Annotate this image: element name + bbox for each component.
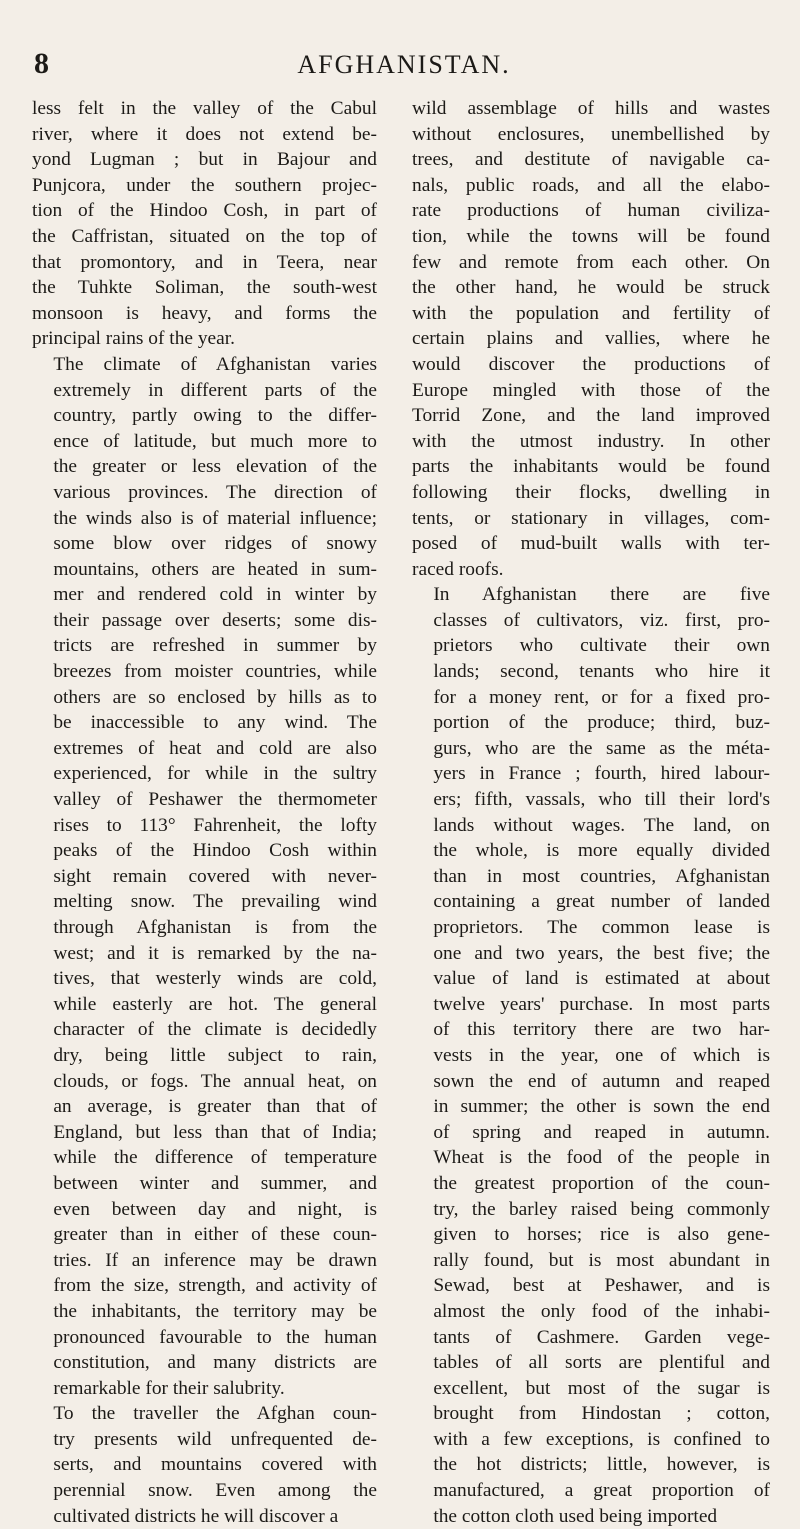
text-line: Europe mingled with those of the xyxy=(412,379,770,401)
text-line: tents, or stationary in villages, com- xyxy=(412,507,770,529)
text-line: dry, being little subject to rain, xyxy=(53,1044,377,1066)
text-line: tants of Cashmere. Garden vege- xyxy=(433,1326,770,1348)
text-line: less felt in the valley of the Cabul xyxy=(32,98,377,119)
text-line: portion of the produce; third, buz- xyxy=(433,712,770,734)
text-line: raced roofs. xyxy=(412,558,504,580)
text-line: valley of Peshawer the thermometer xyxy=(53,789,377,811)
text-line: with a few exceptions, is confined to xyxy=(433,1428,770,1450)
text-line: serts, and mountains covered with xyxy=(53,1454,377,1476)
text-line: Punjcora, under the southern projec- xyxy=(32,174,377,196)
text-line: even between day and night, is xyxy=(53,1198,377,1220)
text-line: try, the barley raised being commonly xyxy=(433,1198,770,1220)
text-line: the greater or less elevation of the xyxy=(53,456,377,478)
text-line: the Caffristan, situated on the top of xyxy=(32,225,377,247)
text-line: lands without wages. The land, on xyxy=(433,814,770,836)
text-line: rate productions of human civiliza- xyxy=(412,200,770,222)
text-line: ence of latitude, but much more to xyxy=(53,430,377,452)
text-line: proprietors. The common lease is xyxy=(433,917,770,938)
text-line: remarkable for their salubrity. xyxy=(53,1377,285,1399)
text-line: pronounced favourable to the human xyxy=(53,1326,377,1348)
text-line: various provinces. The direction of xyxy=(53,481,377,503)
text-line: the other hand, he would be struck xyxy=(412,277,770,299)
text-line: classes of cultivators, viz. first, pro- xyxy=(433,609,770,631)
text-line: country, partly owing to the differ- xyxy=(53,405,377,427)
text-line: an average, is greater than that of xyxy=(53,1096,377,1118)
text-line: experienced, for while in the sultry xyxy=(53,763,377,785)
text-line: monsoon is heavy, and forms the xyxy=(32,302,377,324)
paragraph xyxy=(412,582,770,1529)
text-line: extremely in different parts of the xyxy=(53,379,377,401)
text-line: perennial snow. Even among the xyxy=(53,1480,377,1502)
paragraph xyxy=(32,352,377,1401)
text-line: excellent, but most of the sugar is xyxy=(433,1377,770,1399)
text-line: rises to 113° Fahrenheit, the lofty xyxy=(53,814,377,836)
text-line: for a money rent, or for a fixed pro- xyxy=(433,686,770,708)
text-line: mountains, others are heated in sum- xyxy=(53,558,377,580)
text-line: the cotton cloth used being imported xyxy=(433,1505,718,1527)
text-line: sown the end of autumn and reaped xyxy=(433,1070,770,1092)
text-line: England, but less than that of India; xyxy=(53,1121,377,1143)
text-line: trees, and destitute of navigable ca- xyxy=(412,149,770,171)
text-line: greater than in either of these coun- xyxy=(53,1224,377,1246)
text-line: of spring and reaped in autumn. xyxy=(433,1121,770,1143)
text-line: the greatest proportion of the coun- xyxy=(433,1172,770,1194)
text-line: certain plains and vallies, where he xyxy=(412,328,770,350)
text-line: Sewad, best at Peshawer, and is xyxy=(433,1275,770,1297)
text-line: parts the inhabitants would be found xyxy=(412,456,770,478)
text-line: brought from Hindostan ; cotton, xyxy=(433,1403,770,1425)
text-line: Wheat is the food of the people in xyxy=(433,1147,770,1169)
text-line: while easterly are hot. The general xyxy=(53,993,377,1015)
text-line: while the difference of temperature xyxy=(53,1147,377,1169)
text-line: peaks of the Hindoo Cosh within xyxy=(53,840,377,862)
text-line: The climate of Afghanistan varies xyxy=(53,353,377,375)
text-line: river, where it does not extend be- xyxy=(32,123,377,145)
text-line: Torrid Zone, and the land improved xyxy=(412,405,770,427)
text-line: clouds, or fogs. The annual heat, on xyxy=(53,1070,377,1092)
text-line: almost the only food of the inhabi- xyxy=(433,1300,770,1322)
text-line: vests in the year, one of which is xyxy=(433,1044,770,1066)
text-line: wild assemblage of hills and wastes xyxy=(412,98,770,119)
text-line: be inaccessible to any wind. The xyxy=(53,712,377,734)
text-line: that promontory, and in Teera, near xyxy=(32,251,377,273)
text-line: sight remain covered with never- xyxy=(53,865,377,887)
text-line: yers in France ; fourth, hired labour- xyxy=(433,763,770,785)
text-line: tion, while the towns will be found xyxy=(412,225,770,247)
text-line: prietors who cultivate their own xyxy=(433,635,770,657)
text-line: one and two years, the best five; the xyxy=(433,942,770,964)
text-line: gurs, who are the same as the méta- xyxy=(433,737,770,759)
text-line: some blow over ridges of snowy xyxy=(53,533,377,555)
text-line: between winter and summer, and xyxy=(53,1172,377,1194)
text-line: manufactured, a great proportion of xyxy=(433,1480,770,1502)
text-line: following their flocks, dwelling in xyxy=(412,481,770,503)
text-line: containing a great number of landed xyxy=(433,891,770,913)
text-line: constitution, and many districts are xyxy=(53,1352,377,1374)
text-line: tives, that westerly winds are cold, xyxy=(53,968,377,990)
text-line: principal rains of the year. xyxy=(32,328,235,350)
paragraph xyxy=(412,96,770,582)
text-line: the hot districts; little, however, is xyxy=(433,1454,770,1476)
page-number: 8 xyxy=(34,47,49,80)
text-line: lands; second, tenants who hire it xyxy=(433,661,770,683)
text-line: the winds also is of material influence; xyxy=(53,507,377,529)
paragraph xyxy=(32,96,377,352)
text-line: with the population and fertility of xyxy=(412,302,770,324)
text-line: from the size, strength, and activity of xyxy=(53,1275,377,1297)
text-line: in summer; the other is sown the end xyxy=(433,1096,770,1118)
left-text-column xyxy=(32,96,377,1529)
text-line: In Afghanistan there are five xyxy=(433,584,770,606)
text-line: mer and rendered cold in winter by xyxy=(53,584,377,606)
text-line: few and remote from each other. On xyxy=(412,251,770,273)
text-line: tricts are refreshed in summer by xyxy=(53,635,377,657)
text-line: others are so enclosed by hills as to xyxy=(53,686,377,708)
text-line: with the utmost industry. In other xyxy=(412,430,770,452)
text-line: value of land is estimated at about xyxy=(433,968,770,990)
text-line: twelve years' purchase. In most parts xyxy=(433,993,770,1015)
text-line: posed of mud-built walls with ter- xyxy=(412,533,770,555)
text-line: ers; fifth, vassals, who till their lord's xyxy=(433,789,770,811)
text-line: tables of all sorts are plentiful and xyxy=(433,1352,770,1374)
text-line: than in most countries, Afghanistan xyxy=(433,865,770,887)
text-line: would discover the productions of xyxy=(412,353,770,375)
text-line: west; and it is remarked by the na- xyxy=(53,942,377,964)
running-title: AFGHANISTAN. xyxy=(297,50,511,79)
text-line: melting snow. The prevailing wind xyxy=(53,891,377,913)
text-line: the inhabitants, the territory may be xyxy=(53,1300,377,1322)
text-line: character of the climate is decidedly xyxy=(53,1019,377,1041)
text-line: through Afghanistan is from the xyxy=(53,917,377,938)
text-line: their passage over deserts; some dis- xyxy=(53,609,377,631)
text-line: cultivated districts he will discover a xyxy=(53,1505,339,1527)
text-line: given to horses; rice is also gene- xyxy=(433,1224,770,1246)
text-line: the whole, is more equally divided xyxy=(433,840,770,862)
page-header xyxy=(34,46,774,86)
text-line: tries. If an inference may be drawn xyxy=(53,1249,377,1271)
text-line: of this territory there are two har- xyxy=(433,1019,770,1041)
paragraph xyxy=(32,1401,377,1529)
text-line: breezes from moister countries, while xyxy=(53,661,377,683)
text-line: nals, public roads, and all the elabo- xyxy=(412,174,770,196)
text-line: try presents wild unfrequented de- xyxy=(53,1428,377,1450)
text-line: extremes of heat and cold are also xyxy=(53,737,377,759)
text-line: To the traveller the Afghan coun- xyxy=(53,1403,377,1425)
text-line: tion of the Hindoo Cosh, in part of xyxy=(32,200,377,222)
text-line: yond Lugman ; but in Bajour and xyxy=(32,149,377,171)
text-line: the Tuhkte Soliman, the south-west xyxy=(32,277,377,299)
right-text-column xyxy=(412,96,770,1529)
text-line: without enclosures, unembellished by xyxy=(412,123,770,145)
text-line: rally found, but is most abundant in xyxy=(433,1249,770,1271)
